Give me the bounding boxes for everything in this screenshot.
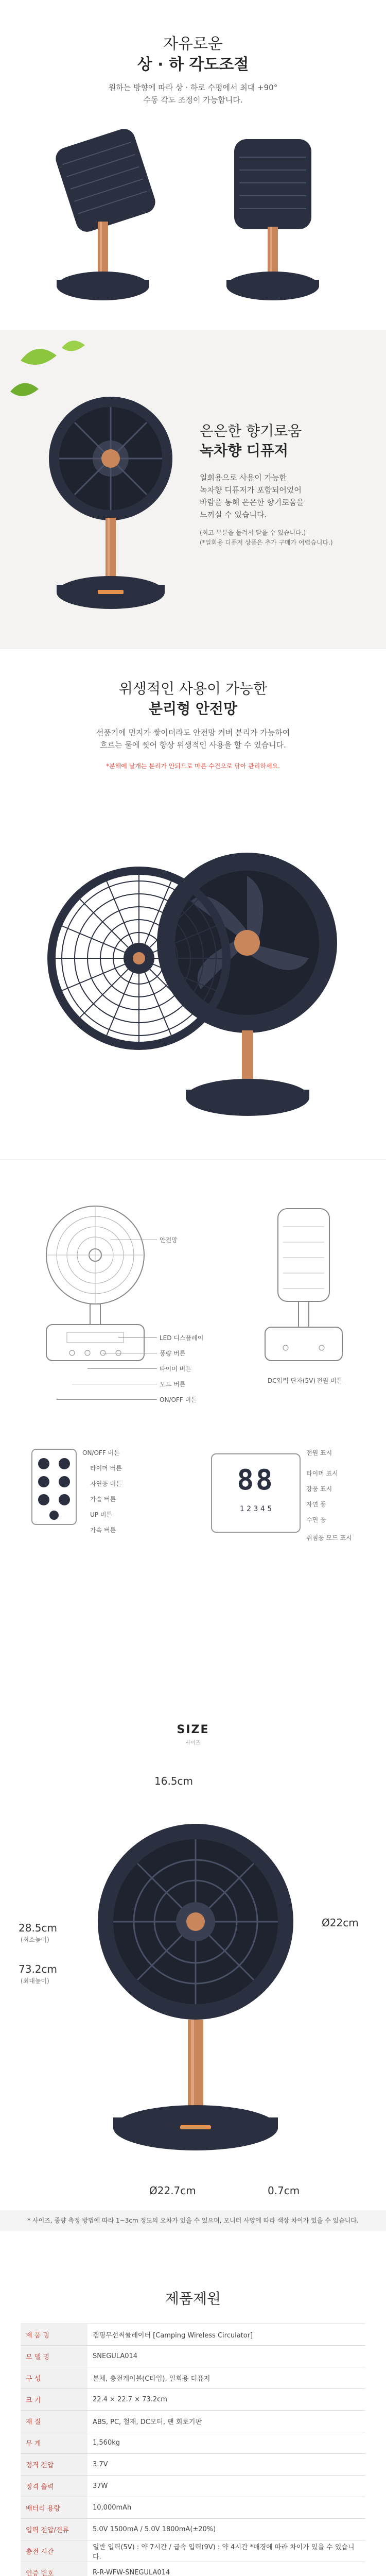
size-section xyxy=(0,1695,386,2241)
label-power-button: ON/OFF 버튼 xyxy=(160,1396,197,1403)
spec-value: 본체, 충전케이블(C타입), 일회용 디퓨저 xyxy=(87,2367,365,2389)
label-remote-down: 가속 버튼 xyxy=(90,1527,116,1534)
label-speed-button: 풍량 버튼 xyxy=(160,1350,186,1357)
spec-value: 37W xyxy=(87,2476,365,2497)
safety-description xyxy=(0,726,386,751)
parts-front-drawing xyxy=(31,1201,160,1371)
spec-value: 22.4 × 22.7 × 73.2cm xyxy=(87,2389,365,2411)
spec-value: 10,000mAh xyxy=(87,2497,365,2519)
spec-value: ABS, PC, 철재, DC모터, 팬 회로기판 xyxy=(87,2411,365,2432)
spec-value: 3.7V xyxy=(87,2454,365,2476)
display-digits: 1 2 3 4 5 xyxy=(239,1505,272,1513)
spec-row xyxy=(21,2540,365,2562)
spec-key: 재 질 xyxy=(21,2411,87,2432)
spec-value: R-R-WFW-SNEGULA014 xyxy=(87,2562,365,2576)
parts-side-drawing xyxy=(257,1201,350,1371)
size-notice: * 사이즈, 중량 측정 방법에 따라 1~3cm 정도의 오차가 있을 수 있으며, 모니터 사양에 따라 색상 차이가 있을 수 있습니다. xyxy=(0,2210,386,2231)
label-side-power: 전원 버튼 xyxy=(317,1377,343,1384)
dim-base-diameter: Ø22.7cm xyxy=(149,2184,196,2197)
spec-key: 제 품 명 xyxy=(21,2324,87,2346)
angle-section xyxy=(0,0,386,330)
diffuser-note-line: (*일회용 디퓨저 상품은 추가 구매가 어렵습니다.) xyxy=(200,539,333,546)
safety-title-line1: 위생적인 사용이 가능한 xyxy=(118,680,268,697)
diffuser-desc-line: 느끼실 수 있습니다. xyxy=(200,510,267,519)
label-display-level: 강풍 표시 xyxy=(306,1485,332,1493)
display-number: 88 xyxy=(237,1464,275,1496)
diffuser-fan-image xyxy=(0,330,196,649)
diffuser-desc-line: 바람을 통해 은은한 향기로움을 xyxy=(200,498,304,507)
angle-description xyxy=(0,81,386,106)
spec-key: 모 델 명 xyxy=(21,2346,87,2367)
label-display-power: 전원 표시 xyxy=(306,1449,332,1456)
label-remote-mode: 가습 버튼 xyxy=(90,1496,116,1503)
spec-row xyxy=(21,2324,365,2346)
display-panel xyxy=(211,1453,301,1533)
spec-row xyxy=(21,2432,365,2454)
size-title: SIZE xyxy=(177,1723,209,1736)
spec-key: 크 기 xyxy=(21,2389,87,2411)
spec-row xyxy=(21,2346,365,2367)
parts-section xyxy=(0,1159,386,1696)
dim-height-min-sub: (최소높이) xyxy=(21,1936,49,1943)
diffuser-title-line2: 녹차향 디퓨저 xyxy=(200,442,289,459)
fan-side-view-left xyxy=(46,116,170,312)
label-display-sleep: 취침풍 모드 표시 xyxy=(306,1534,352,1541)
spec-value: 일반 입력(5V) : 약 7시간 / 급속 입력(9V) : 약 4시간 *배경에 따라 차이가 있을 수 있습니다. xyxy=(87,2540,365,2562)
spec-row xyxy=(21,2411,365,2432)
angle-desc-line2: 수동 각도 조정이 가능합니다. xyxy=(143,95,243,105)
fan-side-view-right xyxy=(211,116,335,312)
specs-table xyxy=(21,2324,365,2576)
label-led: LED 디스플레이 xyxy=(160,1334,204,1342)
spec-row xyxy=(21,2497,365,2519)
label-display-auto: 자연 풍 xyxy=(306,1501,326,1508)
label-remote-timer: 타이머 버튼 xyxy=(90,1465,122,1472)
spec-key: 정격 출력 xyxy=(21,2476,87,2497)
safety-title-line2: 분리형 안전망 xyxy=(148,700,238,717)
fan-disassembled-image xyxy=(31,788,360,1149)
spec-row xyxy=(21,2454,365,2476)
diffuser-title-line1: 은은한 향기로움 xyxy=(200,422,302,439)
spec-row xyxy=(21,2367,365,2389)
diffuser-note xyxy=(200,528,375,548)
safety-desc-line1: 선풍기에 먼지가 쌓이더라도 안전망 커버 분리가 가능하여 xyxy=(96,728,290,737)
spec-key: 인증 번호 xyxy=(21,2562,87,2576)
spec-key: 무 게 xyxy=(21,2432,87,2454)
dim-top-width: 16.5cm xyxy=(154,1775,194,1787)
spec-value: SNEGULA014 xyxy=(87,2346,365,2367)
label-remote-speed: 자연풍 버튼 xyxy=(90,1480,122,1487)
spec-value: 5.0V 1500mA / 5.0V 1800mA(±20%) xyxy=(87,2519,365,2540)
label-mode-button: 모드 버튼 xyxy=(160,1381,186,1388)
diffuser-desc-line: 일회용으로 사용이 가능한 xyxy=(200,473,287,482)
spec-key: 충전 시간 xyxy=(21,2540,87,2562)
spec-key: 정격 전압 xyxy=(21,2454,87,2476)
diffuser-description xyxy=(200,471,370,521)
safety-desc-line2: 흐르는 물에 씻어 항상 위생적인 사용을 할 수 있습니다. xyxy=(100,740,286,750)
angle-title-line2: 상 · 하 각도조절 xyxy=(137,56,249,74)
size-fan-image xyxy=(77,1788,309,2190)
size-subtitle: 사이즈 xyxy=(185,1740,201,1746)
control-panel-drawing xyxy=(31,1448,77,1526)
dim-head-diameter: Ø22cm xyxy=(322,1917,359,1929)
spec-row xyxy=(21,2476,365,2497)
label-remote-power: ON/OFF 버튼 xyxy=(82,1449,120,1456)
dim-height-max: 73.2cm xyxy=(19,1963,58,1975)
dim-neck: 0.7cm xyxy=(268,2184,300,2197)
diffuser-section xyxy=(0,330,386,649)
angle-title-line1: 자유로운 xyxy=(163,35,223,53)
label-timer-button: 타이머 버튼 xyxy=(160,1365,191,1372)
safety-note: *분해에 날개는 분리가 안되므로 마른 수건으로 닦아 관리하세요. xyxy=(106,762,280,770)
diffuser-note-line: (최고 부분을 돌려서 달을 수 있습니다.) xyxy=(200,529,306,536)
spec-key: 배터리 용량 xyxy=(21,2497,87,2519)
safety-net-section xyxy=(0,649,386,1159)
angle-desc-line1: 원하는 방향에 따라 상 · 하로 수평에서 최대 +90° xyxy=(108,83,278,92)
label-display-timer: 타이머 표시 xyxy=(306,1470,338,1477)
spec-key: 입력 전압/전류 xyxy=(21,2519,87,2540)
label-remote-up: UP 버튼 xyxy=(90,1511,113,1518)
spec-value: 캠핑무선써큘레이터 [Camping Wireless Circulator] xyxy=(87,2324,365,2346)
spec-key: 구 성 xyxy=(21,2367,87,2389)
spec-row xyxy=(21,2389,365,2411)
specs-section xyxy=(0,2241,386,2576)
spec-row xyxy=(21,2562,365,2576)
label-display-mode: 수면 풍 xyxy=(306,1516,326,1523)
spec-row xyxy=(21,2519,365,2540)
diffuser-desc-line: 녹차향 디퓨저가 포함되어있어 xyxy=(200,485,302,495)
specs-title: 제품제원 xyxy=(165,2290,221,2307)
dim-height-min: 28.5cm xyxy=(19,1922,58,1934)
label-safety-net: 안전망 xyxy=(160,1236,178,1244)
dim-height-max-sub: (최대높이) xyxy=(21,1977,49,1985)
label-dc-port: DC입력 단자(5V) xyxy=(268,1377,316,1384)
spec-value: 1,560kg xyxy=(87,2432,365,2454)
